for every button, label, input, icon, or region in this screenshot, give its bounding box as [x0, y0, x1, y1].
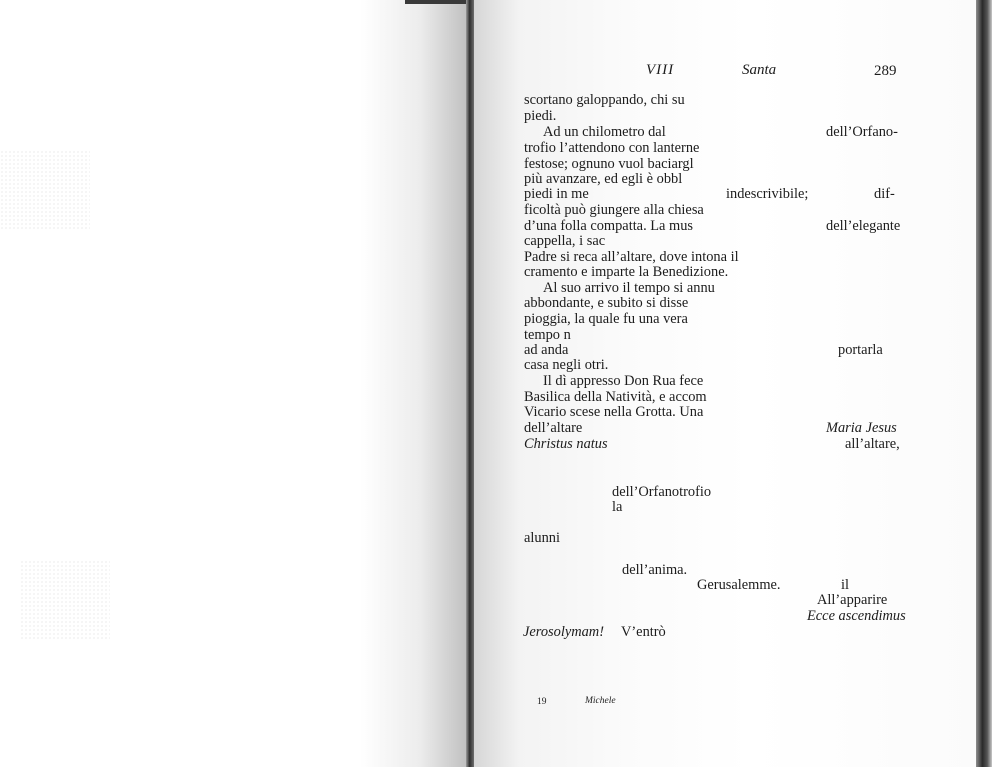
- text-line: all’altare,: [845, 436, 900, 452]
- text-line: scortano galoppando, chi su: [524, 92, 685, 108]
- text-line: dell’altare: [524, 420, 583, 436]
- text-line: indescrivibile;: [726, 186, 809, 202]
- text-line: dif-: [874, 186, 895, 202]
- text-line: trofio l’attendono con lanterne: [524, 140, 700, 156]
- text-line: piedi in me: [524, 186, 589, 202]
- text-line: la: [612, 499, 623, 515]
- text-line: All’apparire: [817, 592, 888, 608]
- text-line: Il dì appresso Don Rua fece: [543, 373, 704, 389]
- text-line: pioggia, la quale fu una vera: [524, 311, 688, 327]
- text-line: Ecce ascendimus: [807, 608, 906, 624]
- text-line: ficoltà può giungere alla chiesa: [524, 202, 704, 218]
- right-page-edge: [976, 0, 992, 767]
- left-page-texture: [20, 560, 110, 640]
- text-line: abbondante, e subito si disse: [524, 295, 689, 311]
- text-line: dell’Orfano-: [826, 124, 898, 140]
- text-line: più avanzare, ed egli è obbl: [524, 171, 683, 187]
- text-line: Jerosolymam!: [523, 624, 604, 640]
- left-page: [0, 0, 470, 767]
- text-line: Christus natus: [524, 436, 608, 452]
- text-line: ad anda: [524, 342, 569, 358]
- text-line: Al suo arrivo il tempo si annu: [543, 280, 715, 296]
- text-line: tempo n: [524, 327, 571, 343]
- text-line: cramento e imparte la Benedizione.: [524, 264, 729, 280]
- text-line: dell’anima.: [622, 562, 688, 578]
- text-line: portarla: [838, 342, 883, 358]
- text-line: V’entrò: [621, 624, 666, 640]
- left-page-shadow: [360, 0, 470, 767]
- text-line: festose; ognuno vuol baciargl: [524, 156, 694, 172]
- running-head-title: Santa: [742, 62, 777, 78]
- text-line: piedi.: [524, 108, 557, 124]
- left-page-texture: [0, 150, 90, 230]
- text-line: dell’Orfanotrofio: [612, 484, 712, 500]
- signature-name: Michele: [585, 696, 616, 706]
- text-line: d’una folla compatta. La mus: [524, 218, 694, 234]
- signature-number: 19: [537, 697, 547, 707]
- running-head-chapter: VIII: [646, 62, 675, 78]
- text-line: Maria Jesus: [826, 420, 897, 436]
- text-line: casa negli otri.: [524, 357, 609, 373]
- text-line: Padre si reca all’altare, dove intona il: [524, 249, 739, 265]
- text-line: Gerusalemme.: [697, 577, 781, 593]
- text-line: il: [841, 577, 849, 593]
- text-line: Vicario scese nella Grotta. Una: [524, 404, 704, 420]
- text-line: Ad un chilometro dal: [543, 124, 666, 140]
- text-line: alunni: [524, 530, 560, 546]
- text-line: cappella, i sac: [524, 233, 606, 249]
- text-line: dell’elegante: [826, 218, 901, 234]
- text-line: Basilica della Natività, e accom: [524, 389, 707, 405]
- page-number: 289: [874, 63, 897, 79]
- book-gutter: [466, 0, 474, 767]
